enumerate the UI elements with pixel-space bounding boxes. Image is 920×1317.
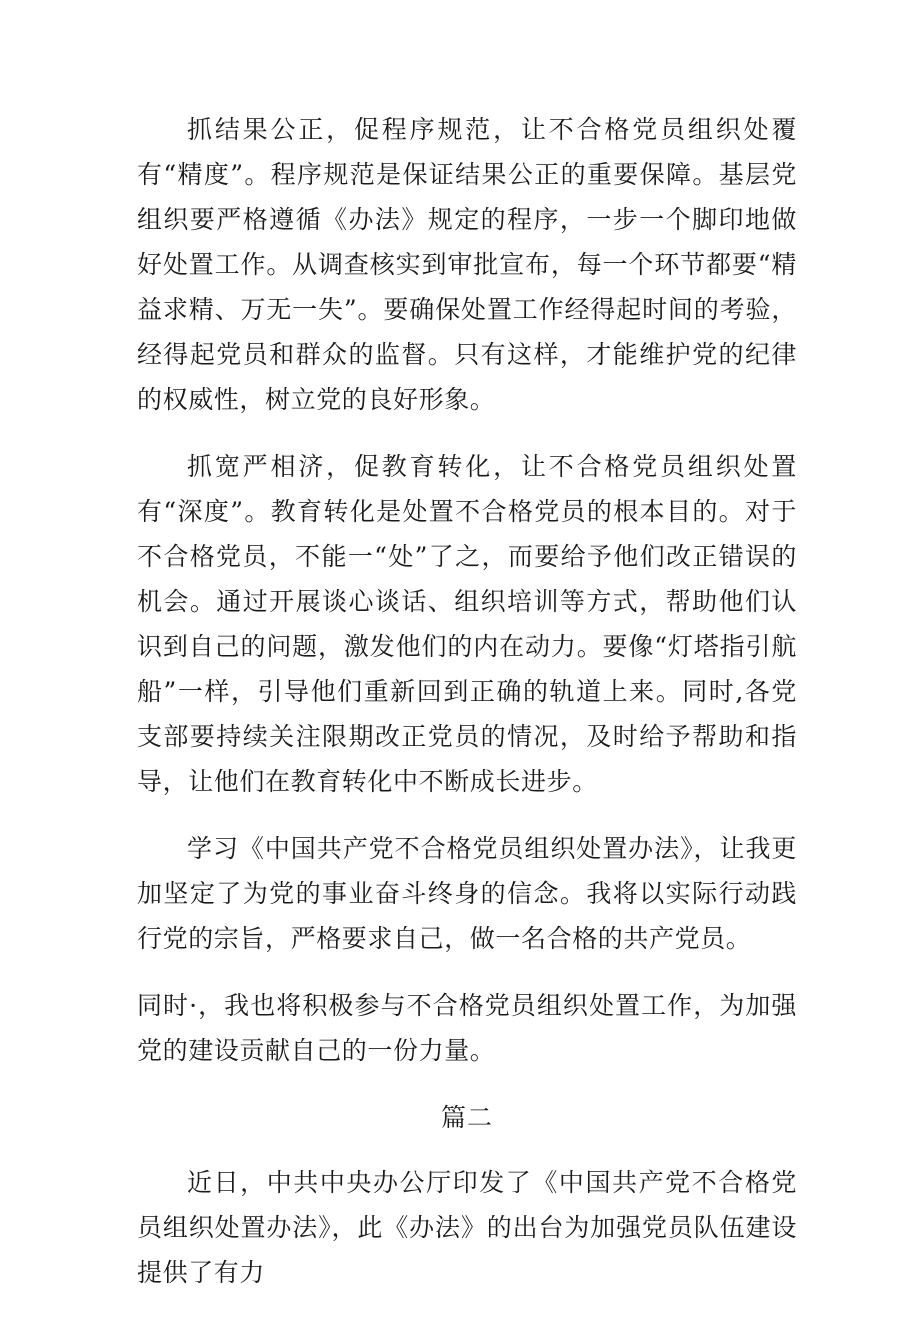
- paragraph-learning: 学习《中国共产党不合格党员组织处置办法》，让我更加坚定了为党的事业奋斗终身的信念。我将以实际行动践行党的宗旨，严格要求自己，做一名合格的共产党员。: [137, 834, 797, 953]
- paragraph-participation: 同时·，我也将积极参与不合格党员组织处置工作，为加强党的建设贡献自己的一份力量。: [137, 991, 797, 1065]
- document-body: [137, 107, 797, 1317]
- section-heading: 篇二: [440, 1103, 493, 1132]
- paragraph-precision: 抓结果公正，促程序规范，让不合格党员组织处覆有“精度”。程序规范是保证结果公正的重要保障。基层党组织要严格遵循《办法》规定的程序，一步一个脚印地做好处置工作。从调查核实到审批宣布，每一个环节都要“精益求精、万无一失”。要确保处置工作经得起时间的考验，经得起党员和群众的监督。只有这样，才能维护党的纪律的权威性，树立党的良好形象。: [137, 115, 797, 414]
- paragraph-intro: 近日，中共中央办公厅印发了《中国共产党不合格党员组织处置办法》，此《办法》的出台为加强党员队伍建设提供了有力: [137, 1168, 797, 1287]
- paragraph-depth: 抓宽严相济，促教育转化，让不合格党员组织处置有“深度”。教育转化是处置不合格党员的根本目的。对于不合格党员，不能一“处”了之，而要给予他们改正错误的机会。通过开展谈心谈话、组织培训等方式，帮助他们认识到自己的问题，激发他们的内在动力。要像“灯塔指引航船”一样，引导他们重新回到正确的轨道上来。同时,各党支部要持续关注限期改正党员的情况，及时给予帮助和指导，让他们在教育转化中不断成长进步。: [137, 452, 797, 796]
